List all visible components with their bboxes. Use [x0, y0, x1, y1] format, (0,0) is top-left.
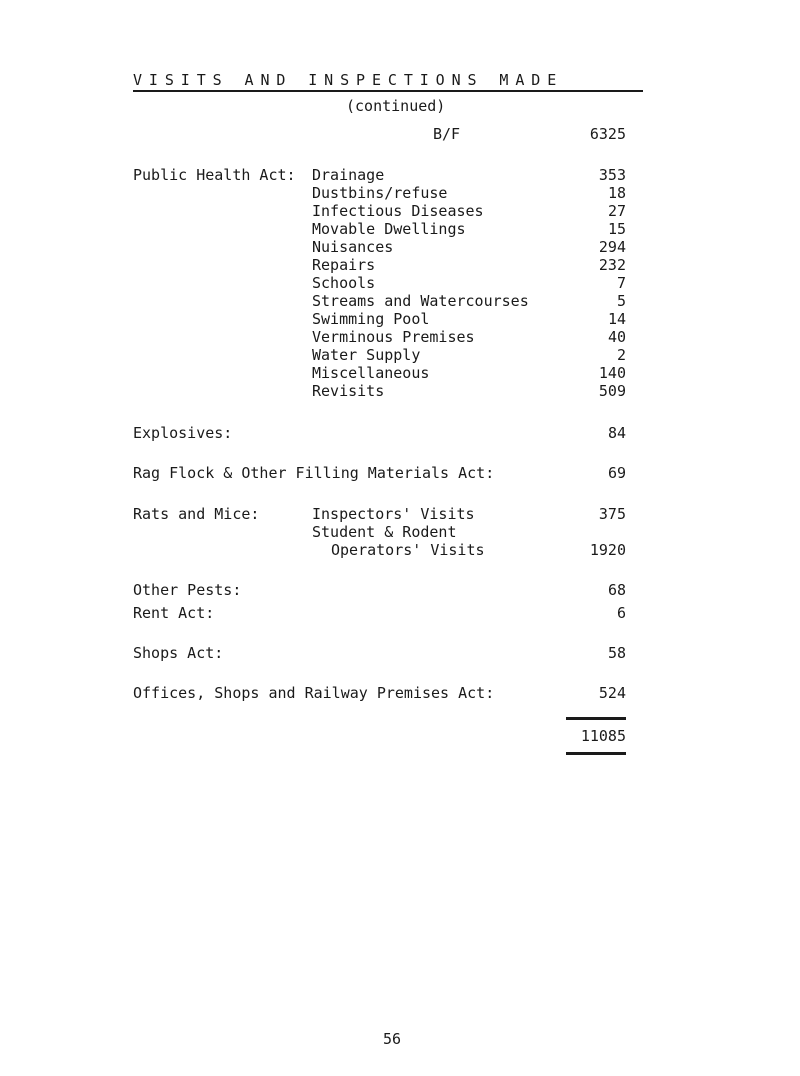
- item-value: 140: [598, 364, 626, 382]
- item-name: Repairs: [312, 256, 376, 274]
- total-bottom-rule: [566, 752, 626, 755]
- bf-label: B/F: [433, 125, 461, 143]
- item-name: Schools: [312, 274, 376, 292]
- item-value: 15: [607, 220, 626, 238]
- inspectors-visits-label: Inspectors' Visits: [312, 505, 475, 523]
- item-value: 2: [616, 346, 626, 364]
- rent-act-label: Rent Act:: [133, 604, 215, 622]
- item-value: 40: [607, 328, 626, 346]
- item-value: 7: [616, 274, 626, 292]
- item-value: 509: [598, 382, 626, 400]
- item-name: Swimming Pool: [312, 310, 430, 328]
- page-number: 56: [383, 1030, 402, 1048]
- offices-act-value: 524: [598, 684, 626, 702]
- item-value: 5: [616, 292, 626, 310]
- item-value: 27: [607, 202, 626, 220]
- item-name: Revisits: [312, 382, 385, 400]
- title-underline: [133, 90, 643, 92]
- item-name: Miscellaneous: [312, 364, 430, 382]
- item-name: Infectious Diseases: [312, 202, 484, 220]
- rent-act-value: 6: [616, 604, 626, 622]
- student-rodent-label: Student & Rodent: [312, 523, 457, 541]
- other-pests-label: Other Pests:: [133, 581, 242, 599]
- item-name: Water Supply: [312, 346, 421, 364]
- subtitle: (continued): [346, 97, 446, 115]
- item-name: Dustbins/refuse: [312, 184, 448, 202]
- explosives-label: Explosives:: [133, 424, 233, 442]
- inspectors-visits-value: 375: [598, 505, 626, 523]
- item-name: Nuisances: [312, 238, 394, 256]
- rag-flock-value: 69: [607, 464, 626, 482]
- explosives-value: 84: [607, 424, 626, 442]
- item-name: Verminous Premises: [312, 328, 475, 346]
- item-value: 353: [598, 166, 626, 184]
- other-pests-value: 68: [607, 581, 626, 599]
- item-name: Movable Dwellings: [312, 220, 466, 238]
- item-name: Streams and Watercourses: [312, 292, 529, 310]
- bf-value: 6325: [589, 125, 626, 143]
- item-value: 232: [598, 256, 626, 274]
- total-top-rule: [566, 717, 626, 720]
- item-value: 18: [607, 184, 626, 202]
- item-value: 14: [607, 310, 626, 328]
- operators-visits-label: Operators' Visits: [331, 541, 485, 559]
- grand-total-value: 11085: [580, 727, 626, 745]
- offices-act-label: Offices, Shops and Railway Premises Act:: [133, 684, 495, 702]
- item-name: Drainage: [312, 166, 385, 184]
- shops-act-label: Shops Act:: [133, 644, 224, 662]
- item-value: 294: [598, 238, 626, 256]
- rag-flock-label: Rag Flock & Other Filling Materials Act:: [133, 464, 495, 482]
- operators-visits-value: 1920: [589, 541, 626, 559]
- public-health-label: Public Health Act:: [133, 166, 296, 184]
- page-title: VISITS AND INSPECTIONS MADE: [133, 71, 564, 89]
- shops-act-value: 58: [607, 644, 626, 662]
- rats-label: Rats and Mice:: [133, 505, 260, 523]
